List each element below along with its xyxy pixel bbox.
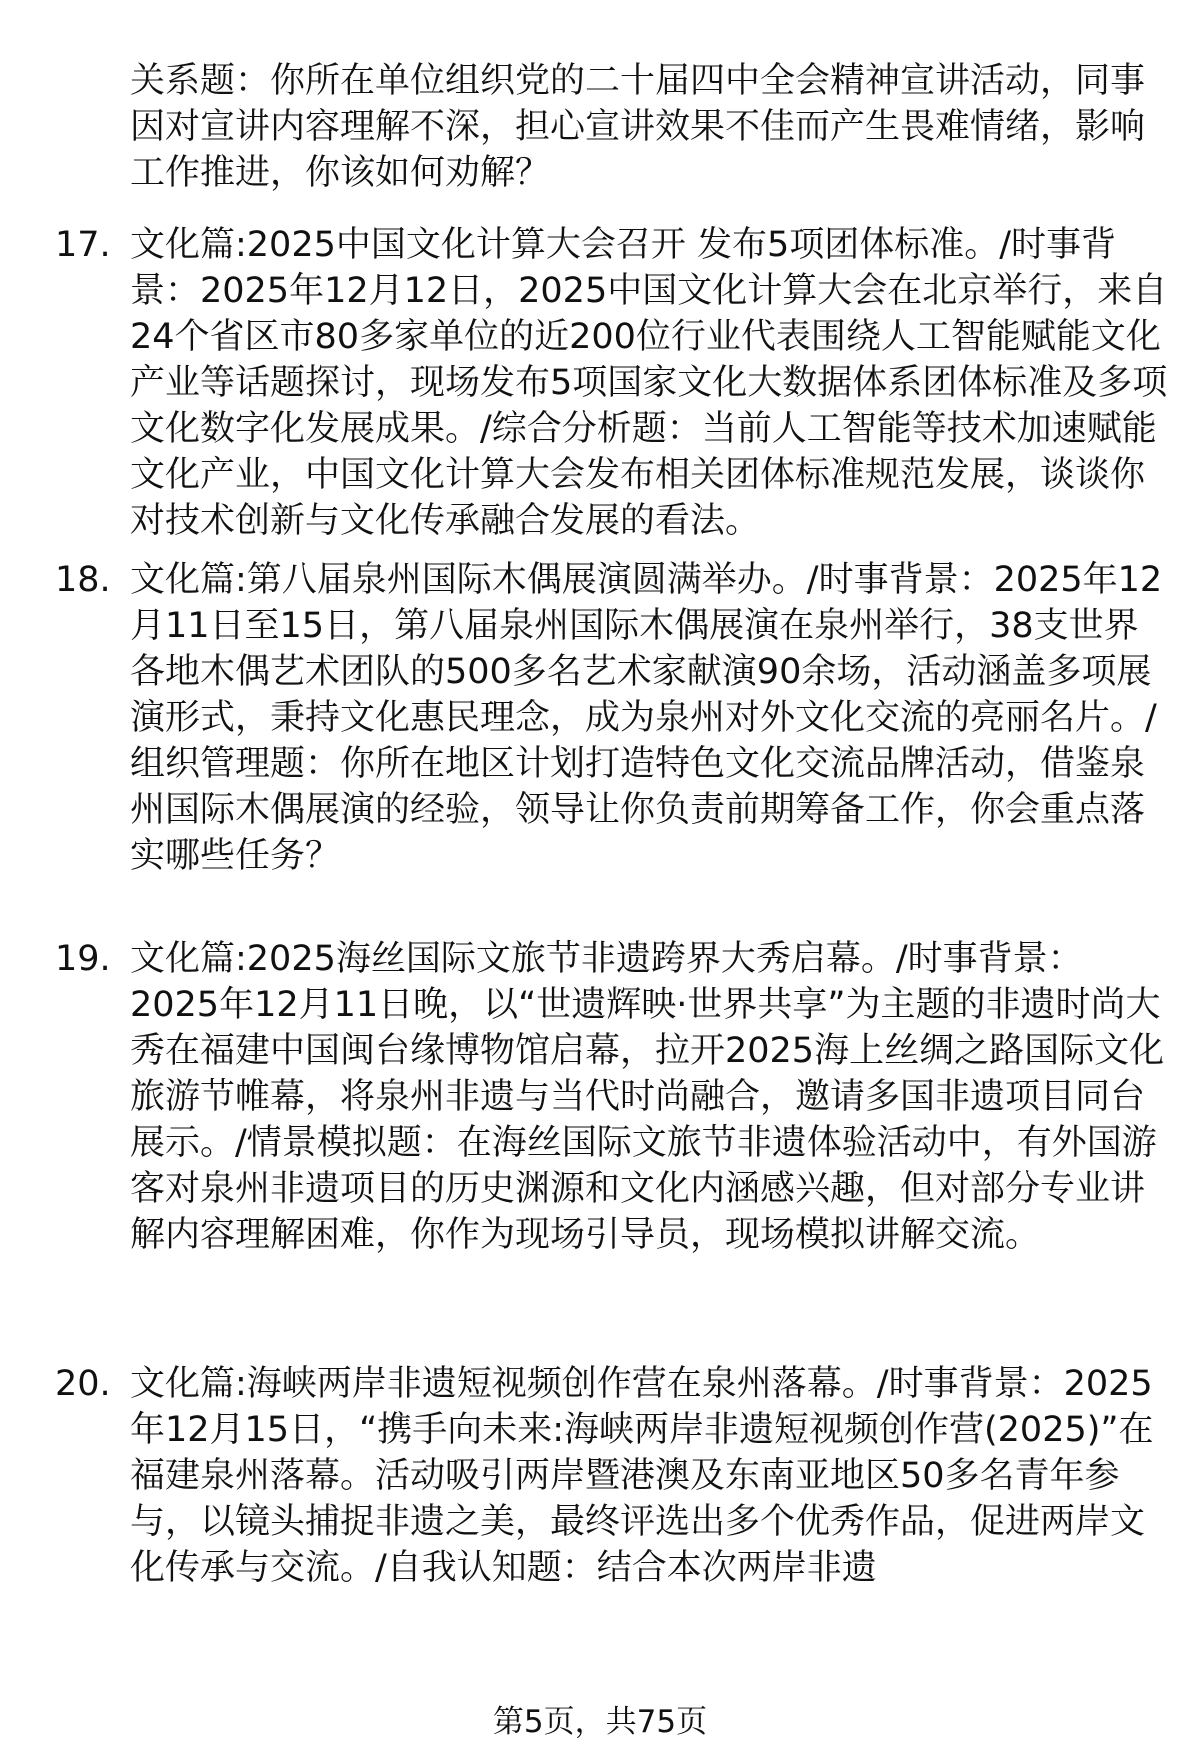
item-number: 18.	[55, 560, 111, 600]
item-number: 17.	[55, 225, 111, 265]
item-text: 文化篇:2025海丝国际文旅节非遗跨界大秀启幕。/时事背景：2025年12月11日晚，以“世遗辉映·世界共享”为主题的非遗时尚大秀在福建中国闽台缘博物馆启幕，拉开2025海上丝绸之路国际文化旅游节帷幕，将泉州非遗与当代时尚融合，邀请多国非遗项目同台展示。/情景模拟题：在海丝国际文旅节非遗体验活动中，有外国游客对泉州非遗项目的历史渊源和文化内涵感兴趣，但对部分专业讲解内容理解困难，你作为现场引导员，现场模拟讲解交流。	[130, 939, 1165, 1255]
page-footer: 第5页，共75页	[492, 1704, 708, 1740]
item-number: 20.	[55, 1364, 111, 1404]
item-number: 19.	[55, 939, 111, 979]
item-text: 文化篇:海峡两岸非遗短视频创作营在泉州落幕。/时事背景：2025年12月15日，“携手向未来:海峡两岸非遗短视频创作营(2025)”在福建泉州落幕。活动吸引两岸暨港澳及东南亚地区50多名青年参与，以镜头捕捉非遗之美，最终评选出多个优秀作品，促进两岸文化传承与交流。/自我认知题：结合本次两岸非遗	[130, 1364, 1154, 1588]
intro-paragraph: 关系题：你所在单位组织党的二十届四中全会精神宣讲活动，同事因对宣讲内容理解不深，担心宣讲效果不佳而产生畏难情绪，影响工作推进，你该如何劝解？	[130, 61, 1146, 193]
item-text: 文化篇:2025中国文化计算大会召开 发布5项团体标准。/时事背景：2025年12月12日，2025中国文化计算大会在北京举行，来自24个省区市80多家单位的近200位行业代表围绕人工智能赋能文化产业等话题探讨，现场发布5项国家文化大数据体系团体标准及多项文化数字化发展成果。/综合分析题：当前人工智能等技术加速赋能文化产业，中国文化计算大会发布相关团体标准规范发展，谈谈你对技术创新与文化传承融合发展的看法。	[130, 225, 1168, 541]
item-text: 文化篇:第八届泉州国际木偶展演圆满举办。/时事背景：2025年12月11日至15日，第八届泉州国际木偶展演在泉州举行，38支世界各地木偶艺术团队的500多名艺术家献演90余场，活动涵盖多项展演形式，秉持文化惠民理念，成为泉州对外文化交流的亮丽名片。/组织管理题：你所在地区计划打造特色文化交流品牌活动，借鉴泉州国际木偶展演的经验，领导让你负责前期筹备工作，你会重点落实哪些任务？	[130, 560, 1163, 876]
